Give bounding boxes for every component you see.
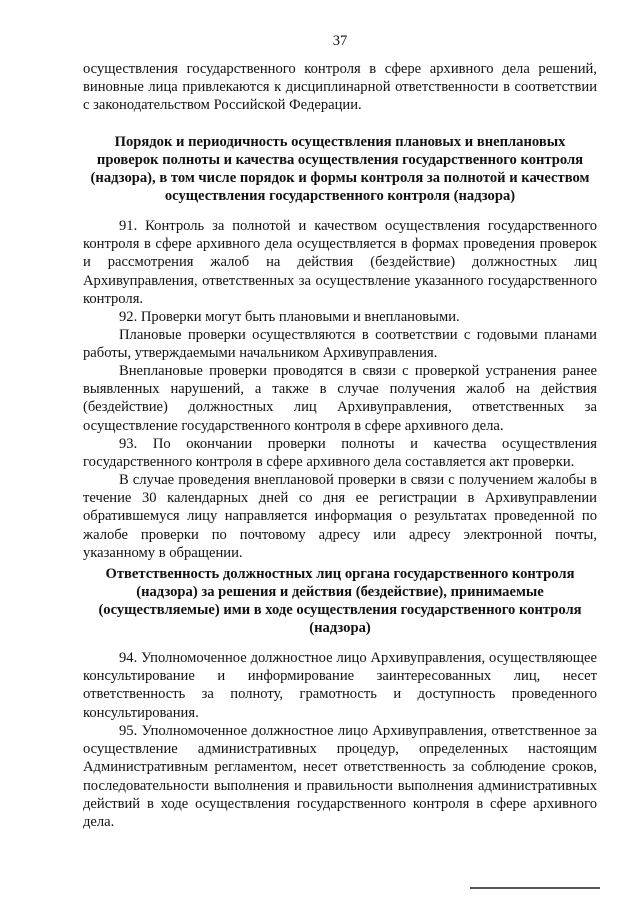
paragraph-92: 92. Проверки могут быть плановыми и внеплановыми. — [119, 309, 460, 325]
page-number: 37 — [332, 33, 348, 49]
paragraph-92-unplanned: Внеплановые проверки проводятся в связи с проверкой устранения ранее выявленных нарушений, а также в случае получения жалоб на действия (бездействие) должностных лиц Архивуправления, ответственных за осуществление государственного контроля в сфере архивного дела. — [83, 363, 597, 434]
paragraph-95: 95. Уполномоченное должностное лицо Архивуправления, ответственное за осуществление административных процедур, определенных настоящим Административным регламентом, несет ответственность за соблюдение сроков, последовательности выполнения и правильности выполнения административных действий в ходе осуществления государственного контроля в сфере архивного дела. — [83, 723, 597, 831]
paragraph-intro: осуществления государственного контроля в сфере архивного дела решений, виновные лица привлекаются к дисциплинарной ответственности в соответствии с законодательством Российской Федерации. — [83, 61, 597, 114]
paragraph-91: 91. Контроль за полнотой и качеством осуществления государственного контроля в сфере архивного дела осуществляется в формах проведения проверок и рассмотрения жалоб на действия (бездействие) должностных лиц Архивуправления, ответственных за осуществление указанного государственного контроля. — [83, 218, 597, 307]
section-heading-checks: Порядок и периодичность осуществления плановых и внеплановых проверок полноты и качества осуществления государственного контроля (надзора), в том числе порядок и формы контроля за полнотой и качеством осуществления государственного контроля (надзора) — [90, 134, 590, 204]
paragraph-93-complaint: В случае проведения внеплановой проверки в связи с получением жалобы в течение 30 календарных дней со дня ее регистрации в Архивуправлении обратившемуся лицу направляется информация о результатах проведенной по жалобе проверки по почтовому адресу или адресу электронной почты, указанному в обращении. — [83, 472, 597, 561]
scan-edge-line — [470, 887, 600, 889]
section-heading-responsibility: Ответственность должностных лиц органа государственного контроля (надзора) за решения и действия (бездействие), принимаемые (осуществляемые) ими в ходе осуществления государственного контроля (надзора) — [98, 566, 582, 636]
paragraph-94: 94. Уполномоченное должностное лицо Архивуправления, осуществляющее консультирование и информирование заинтересованных лиц, несет ответственность за полноту, грамотность и доступность проведенного консультирования. — [83, 650, 597, 721]
paragraph-93: 93. По окончании проверки полноты и качества осуществления государственного контроля в сфере архивного дела составляется акт проверки. — [83, 436, 597, 471]
paragraph-92-planned: Плановые проверки осуществляются в соответствии с годовыми планами работы, утверждаемыми начальником Архивуправления. — [83, 327, 597, 362]
